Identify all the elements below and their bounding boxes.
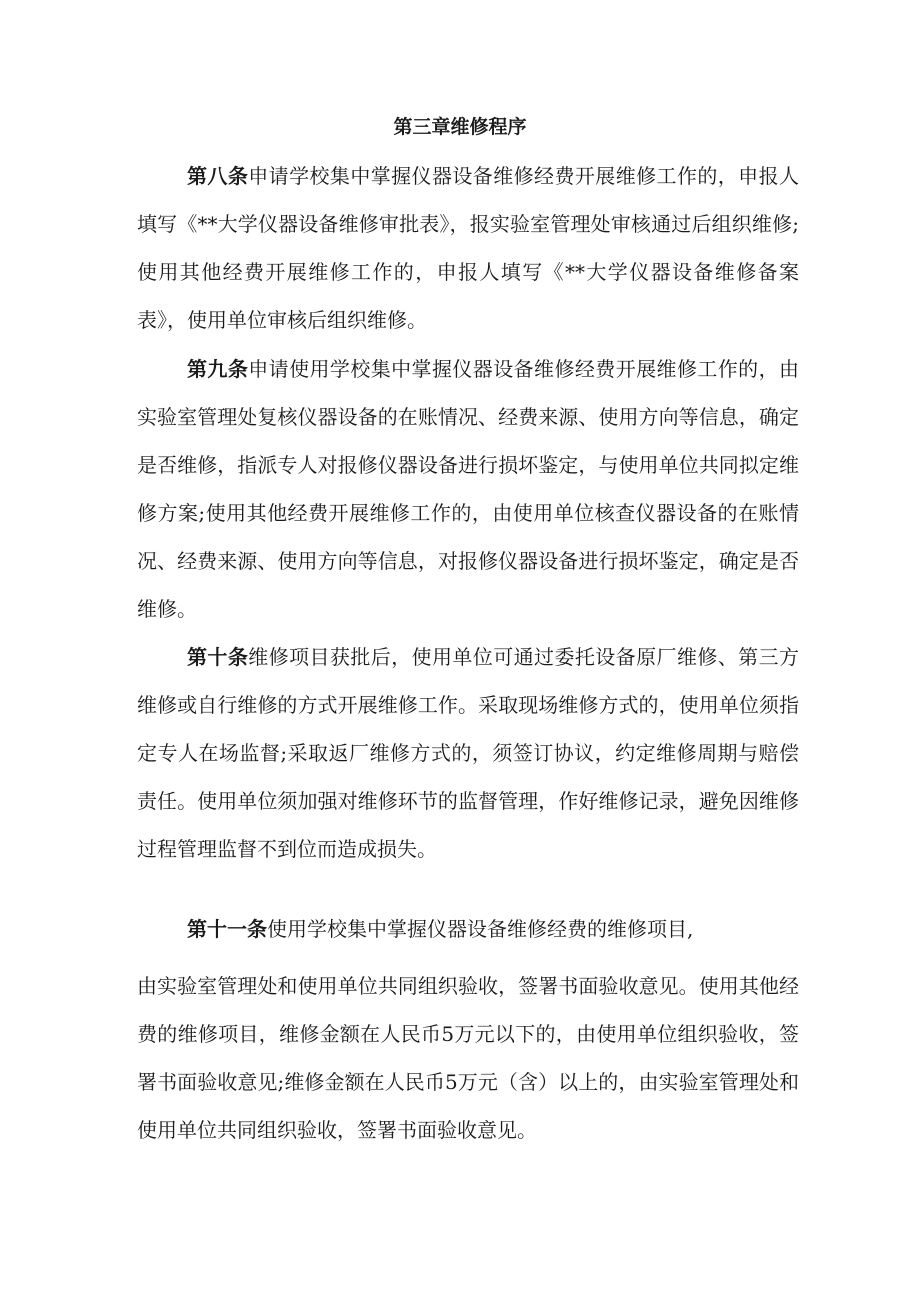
article-11-lead bbox=[137, 905, 799, 953]
article-11-continuation: 由实验室管理处和使用单位共同组织验收，签署书面验收意见。使用其他经费的维修项目，维修金额在人民币5万元以下的，由使用单位组织验收，签署书面验收意见;维修金额在人民币5万元（含）以上的，由实验室管理处和使用单位共同组织验收，签署书面验收意见。 bbox=[137, 974, 799, 1142]
article-9-text: 申请使用学校集中掌握仪器设备维修经费开展维修工作的，由实验室管理处复核仪器设备的在账情况、经费来源、使用方向等信息，确定是否维修，指派专人对报修仪器设备进行损坏鉴定，与使用单位共同拟定维修方案;使用其他经费开展维修工作的，由使用单位核查仪器设备的在账情况、经费来源、使用方向等信息，对报修仪器设备进行损坏鉴定，确定是否维修。 bbox=[137, 357, 800, 621]
article-11-label: 第十一条 bbox=[187, 917, 267, 941]
article-8-label: 第八条 bbox=[187, 164, 249, 188]
article-10 bbox=[137, 633, 799, 873]
article-8-text: 申请学校集中掌握仪器设备维修经费开展维修工作的，申报人填写《**大学仪器设备维修审批表》，报实验室管理处审核通过后组织维修;使用其他经费开展维修工作的，申报人填写《**大学仪器设备维修备案表》，使用单位审核后组织维修。 bbox=[137, 164, 800, 332]
article-8 bbox=[137, 152, 799, 344]
article-9-label: 第九条 bbox=[187, 357, 249, 381]
article-11-text: 使用学校集中掌握仪器设备维修经费的维修项目, bbox=[267, 917, 694, 941]
article-10-label: 第十条 bbox=[187, 645, 249, 669]
article-10-text: 维修项目获批后，使用单位可通过委托设备原厂维修、第三方维修或自行维修的方式开展维修工作。采取现场维修方式的，使用单位须指定专人在场监督;采取返厂维修方式的，须签订协议，约定维修周期与赔偿责任。使用单位须加强对维修环节的监督管理，作好维修记录，避免因维修过程管理监督不到位而造成损失。 bbox=[137, 645, 800, 861]
chapter-title: 第三章维修程序 bbox=[393, 116, 527, 138]
article-9 bbox=[137, 345, 799, 633]
